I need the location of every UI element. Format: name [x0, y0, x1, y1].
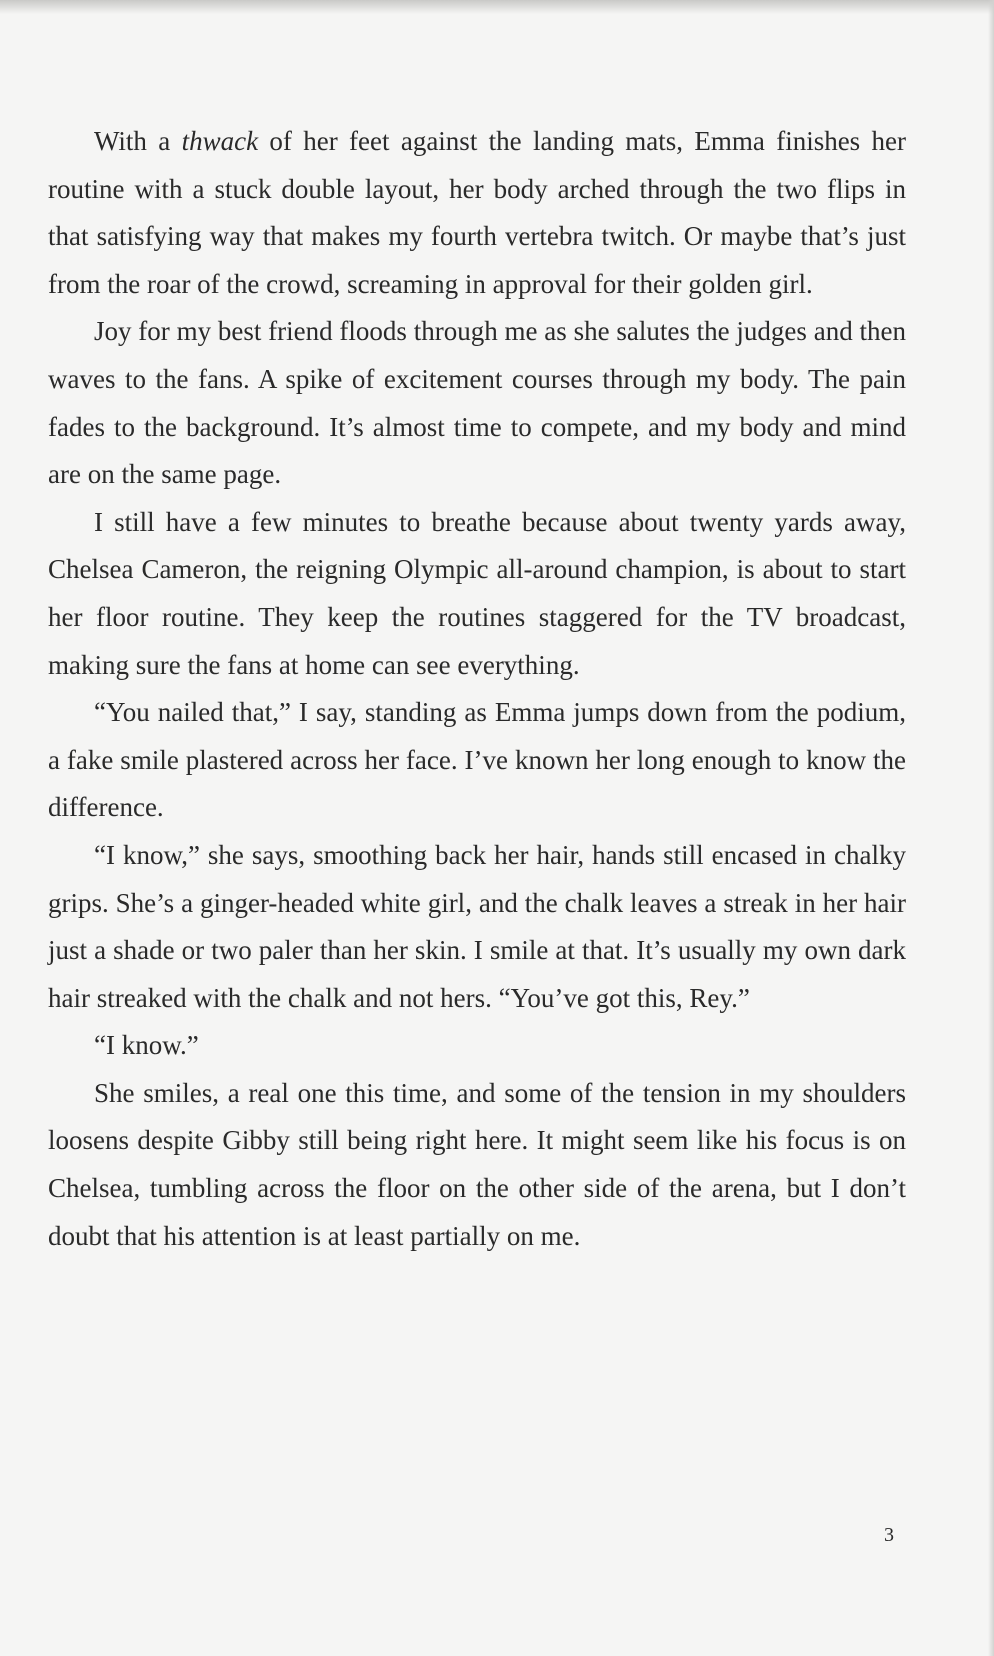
paragraph-6: “I know.”: [94, 1030, 199, 1061]
paragraph-7: She smiles, a real one this time, and some of the tension in my shoulders loosens despite Gibby still being right here. It might seem like his focus is on Chelsea, tumbling across the floor on the other side of the arena, but I don’t doubt that his attention is at least partially on me.: [48, 1077, 906, 1251]
page-number: 3: [884, 1524, 894, 1546]
paragraph-3: I still have a few minutes to breathe because about twenty yards away, Chelsea Cameron, the reigning Olympic all-around champion, is about to start her floor routine. They keep the routines staggered for the TV broadcast, making sure the fans at home can see everything.: [48, 506, 906, 680]
body-text: [48, 118, 906, 1260]
paragraph-5: “I know,” she says, smoothing back her hair, hands still encased in chalky grips. She’s a ginger-headed white girl, and the chalk leaves a streak in her hair just a shade or two paler than her skin. I smile at that. It’s usually my own dark hair streaked with the chalk and not hers. “You’ve got this, Rey.”: [48, 839, 906, 1013]
paragraph-1-rest: of her feet against the landing mats, Emma finishes her routine with a stuck double layout, her body arched through the two flips in that satisfying way that makes my fourth vertebra twitch. Or maybe that’s just from the roar of the crowd, screaming in approval for their golden girl.: [48, 126, 907, 299]
paragraph-1: [48, 118, 906, 308]
paragraph-2: Joy for my best friend floods through me as she salutes the judges and then waves to the fans. A spike of excitement courses through my body. The pain fades to the background. It’s almost time to compete, and my body and mind are on the same page.: [48, 316, 906, 490]
page-top-shadow: [0, 0, 994, 14]
page-right-edge: [988, 0, 994, 1656]
paragraph-4: “You nailed that,” I say, standing as Emma jumps down from the podium, a fake smile plastered across her face. I’ve known her long enough to know the difference.: [48, 697, 906, 823]
paragraph-1-emphasis: thwack: [181, 126, 259, 156]
paragraph-1-lead: With a: [94, 126, 182, 156]
